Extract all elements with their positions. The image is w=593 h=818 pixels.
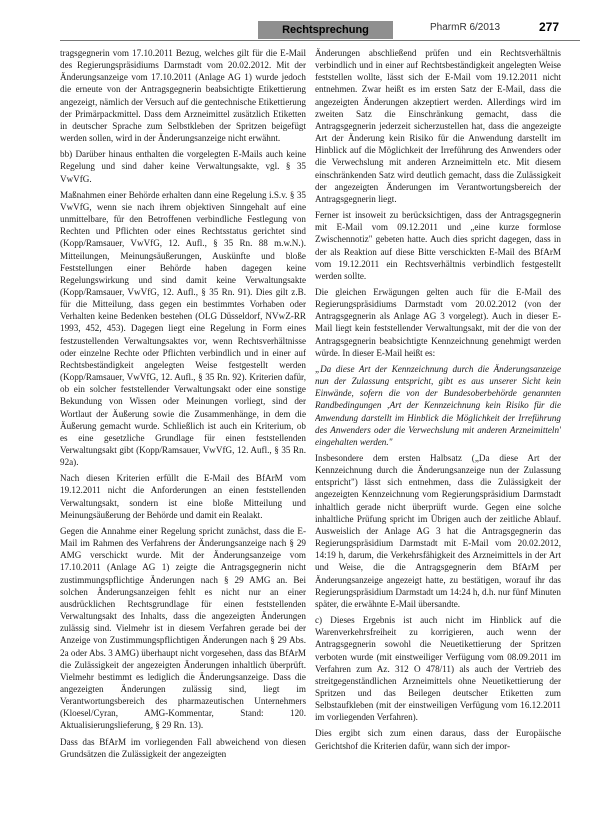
- paragraph: Die gleichen Erwägungen gelten auch für die E-Mail des Regierungspräsidiums Darmstadt vom 20.02.2012 (von der Antragsgegnerin als Anlage AG 3 vorgelegt). Auch in dieser E-Mail liegt kein feststellender Verwaltungsakt, mit der die von der Antragsgegnerin beabsichtigte Kennzeichnung genehmigt werden würde. In dieser E-Mail heißt es:: [315, 286, 561, 358]
- paragraph: Gegen die Annahme einer Regelung spricht zunächst, dass die E-Mail im Rahmen des Verfahrens der Änderungsanzeige nach § 29 AMG verschickt wurde. Mit der Änderungsanzeige vom 17.10.2011 (Anlage AG 1) zeigte die Antragsgegnerin nicht zustimmungspflichtige Änderungen nach § 29 AMG an. Bei solchen Änderungsanzeigen fehlt es nicht nur an einer ausdrücklichen Rechtsgrundlage für einen feststellenden Verwaltungsakt des Inhalts, dass die angezeigten Änderungen zulässig sind. Vielmehr ist in diesem Verfahren gerade bei der Anzeige von Zustimmungspflichtigen Änderungen nach § 29 Abs. 2a oder Abs. 3 AMG) überhaupt nicht vorgesehen, dass das BfArM die Zulässigkeit der angezeigten Änderungen inhaltlich überprüft. Vielmehr bestimmt es lediglich die Änderungsanzeige. Dass die angezeigten Änderungen zulässig sind, liegt im Verantwortungsbereich des pharmazeutischen Unternehmers (Kloesel/Cyran, AMG-Kommentar, Stand: 120. Aktualisierungslieferung, § 29 Rn. 13).: [60, 525, 306, 731]
- paragraph: Ferner ist insoweit zu berücksichtigen, dass der Antragsgegnerin mit E-Mail vom 09.12.2011 und „eine kurze formlose Zwischennotiz" gebeten hatte. Auch dies spricht dagegen, dass in der als Reaktion auf diese Bitte verschickten E-Mail des BfArM vom 19.12.2011 ein Rechtsverhältnis verbindlich festgestellt werden sollte.: [315, 210, 561, 281]
- paragraph: Dies ergibt sich zum einen daraus, dass der Europäische Gerichtshof die Kriterien dafür, wann sich der impor-: [315, 728, 561, 751]
- paragraph: tragsgegnerin vom 17.10.2011 Bezug, welches gilt für die E-Mail des Regierungspräsidiums Darmstadt vom 20.02.2012. Mit der Änderungsanzeige vom 17.10.2011 (Anlage AG 1) wurde jedoch die erneute von der Antragsgegnerin beabsichtigte Etikettierung angezeigt, nämlich der Versuch auf die gentechnische Etikettierung der Primärpackmittel. Dass dem Arzneimittel zusätzlich Etiketten in deutscher Sprache zum Selbstkleben der Spritzen beigefügt werden sollen, wird in der Änderungsanzeige nicht erwähnt.: [60, 48, 306, 144]
- paragraph: Nach diesen Kriterien erfüllt die E-Mail des BfArM vom 19.12.2011 nicht die Anforderungen an einen feststellenden Verwaltungsakt, sondern ist eine bloße Mitteilung und Meinungsäußerung der Behörde und damit ein Realakt.: [60, 473, 306, 520]
- paragraph: Änderungen abschließend prüfen und ein Rechtsverhältnis verbindlich und in einer auf Rechtsbeständigkeit angelegten Weise feststellen wollte, lässt sich der E-Mail vom 19.12.2011 nicht entnehmen. Zwar heißt es im ersten Satz der E-Mail, dass die angezeigten Änderungen akzeptiert werden. Allerdings wird im zweiten Satz die Einschränkung gemacht, dass die Antragsgegnerin jederzeit sicherzustellen hat, dass die angezeigte Art der Änderung kein Risiko für die Anwendung darstellt im Hinblick auf die Möglichkeit der Irreführung des Anwenders oder die Verwechslung mit anderen Arzneimitteln etc. Mit diesem einschränkenden Satz wird deutlich gemacht, dass die Zulässigkeit der angezeigten Änderungen im Verantwortungsbereich der Antragsgegnerin liegt.: [315, 48, 561, 204]
- page-header: [0, 0, 593, 44]
- paragraph: c) Dieses Ergebnis ist auch nicht im Hinblick auf die Warenverkehrsfreiheit zu korrigieren, auch wenn der Antragsgegnerin sowohl die Neuetikettierung der Spritzen verboten wurde (mit einstweiliger Verfügung vom 08.09.2011 im Verfahren zum Az. 312 O 478/11) als auch der Vertrieb des streitgegenständlichen Arzneimittels ohne Neuetikettierung der Spritzen und das Beilegen deutscher Etiketten zum Selbstaufkleben (mit der einstweiligen Verfügung vom 16.12.2011 im vorliegenden Verfahren).: [315, 615, 561, 723]
- paragraph: bb) Darüber hinaus enthalten die vorgelegten E-Mails auch keine Regelung und sind daher keine Verwaltungsakte, vgl. § 35 VwVfG.: [60, 149, 306, 184]
- page-number: 277: [539, 20, 560, 34]
- journal-citation: PharmR 6/2013: [430, 22, 501, 33]
- block-quote: „Da diese Art der Kennzeichnung durch die Änderungsanzeige nun der Zulassung entspricht, gibt es aus unserer Sicht kein Einwände, sofern die von der Bundesoberbehörde genannten Randbedingungen ‚Art der Kennzeichnung kein Risiko für die Anwendung darstellt im Hinblick die Möglichkeit der Irreführung des Anwenders oder die Verwechslung mit anderen Arzneimitteln' eingehalten werden.": [315, 363, 561, 447]
- right-column: [315, 47, 561, 811]
- section-label: Rechtsprechung: [258, 21, 393, 39]
- paragraph: Insbesondere dem ersten Halbsatz („Da diese Art der Kennzeichnung durch die Änderungsanzeige nun der Zulassung entspricht") lässt sich entnehmen, dass die Zulässigkeit der angezeigten Kennzeichnung vom Regierungspräsidium Darmstadt inhaltlich gerade nicht überprüft wurde. Gegen eine solche inhaltliche Prüfung spricht im Übrigen auch der zeitliche Ablauf. Ausweislich der Anlage AG 3 hat die Antragsgegnerin das Regierungspräsidium Darmstadt mit E-Mail vom 20.02.2012, 14:19 h, darum, die Verkehrsfähigkeit des Arzneimittels in der Art und Weise, die die Antragsgegnerin dem BfArM per Änderungsanzeige angezeigt hatte, zu bestätigen, worauf ihr das Regierungspräsidium Darmstadt um 14:24 h, d.h. nur fünf Minuten später, die erwähnte E-Mail übersandte.: [315, 453, 561, 609]
- left-column: [60, 47, 306, 811]
- header-rule: [60, 40, 580, 41]
- paragraph: Dass das BfArM im vorliegenden Fall abweichend von diesen Grundsätzen die Zulässigkeit der angezeigten: [60, 736, 306, 759]
- paragraph: Maßnahmen einer Behörde erhalten dann eine Regelung i.S.v. § 35 VwVfG, wenn sie nach ihrem objektiven Sinngehalt auf eine unmittelbare, für den Betroffenen verbindliche Festlegung von Rechten und Pflichten oder eines Rechtsstatus gerichtet sind (Kopp/Ramsauer, VwVfG, 12. Aufl., § 35 Rn. 88 m.w.N.). Mitteilungen, Meinungsäußerungen, Auskünfte und bloße Feststellungen einer Behörde haben dagegen keine Regelungswirkung und sind damit keine Verwaltungsakte (Kopp/Ramsauer, VwVfG, 12. Aufl., § 35 Rn. 91). Dies gilt z.B. für die Mitteilung, dass gegen ein bestimmtes Vorhaben oder Verhalten keine Bedenken bestehen (OLG Düsseldorf, NVwZ-RR 1993, 452, 453). Dagegen liegt eine Regelung in Form eines festzustellenden Verwaltungsaktes vor, wenn Rechtsverhältnisse oder einzelne Rechte oder Pflichten verbindlich und in einer auf Rechtsbeständigkeit angelegten Weise festgestellt werden (Kopp/Ramsauer, VwVfG, 12. Aufl., § 35 Rn. 92). Kriterien dafür, ob ein solcher feststellender Verwaltungsakt oder eine sonstige Bekundung von Wissen oder Meinungen vorliegt, sind der Wortlaut der Äußerung sowie die Zusammenhänge, in dem die Äußerung gemacht wurde. Schließlich ist auch ein Kriterium, ob es eine gesetzliche Grundlage für einen feststellenden Verwaltungsakt gibt (Kopp/Ramsauer, VwVfG, 12. Aufl., § 35 Rn. 92a).: [60, 189, 306, 468]
